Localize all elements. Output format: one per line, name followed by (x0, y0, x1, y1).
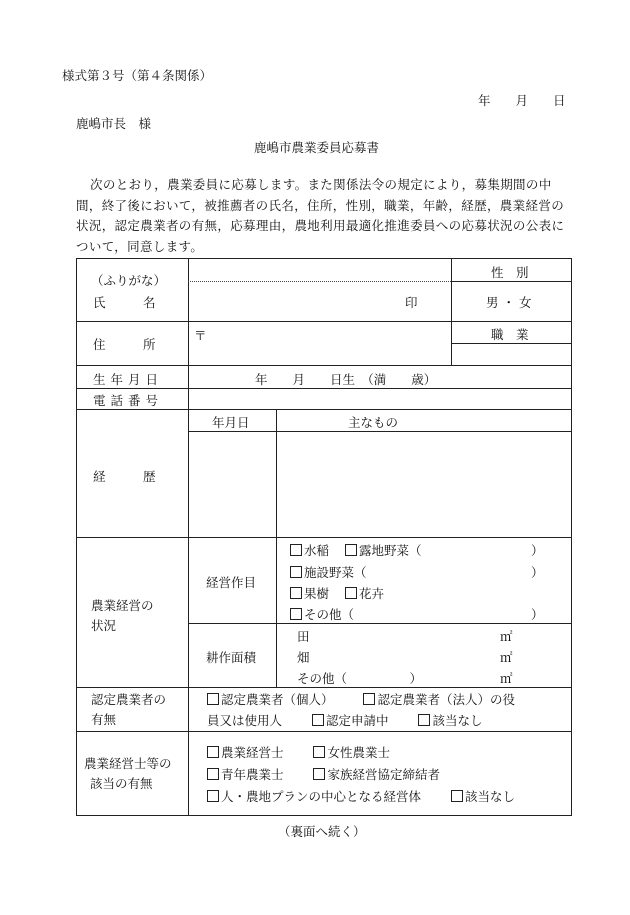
certified-corporate-cont: 員又は使用人 (207, 713, 283, 728)
date-line: 年 月 日 (478, 93, 566, 108)
checkbox-outdoor-veg[interactable] (345, 544, 357, 556)
checkbox-certified-pending[interactable] (312, 714, 324, 726)
certified-label-line2: 有無 (91, 712, 117, 727)
career-col-date: 年月日 (212, 415, 250, 430)
certified-individual: 認定農業者（個人） (221, 692, 334, 707)
checkbox-certified-individual[interactable] (207, 693, 219, 705)
checkbox-fruit[interactable] (290, 587, 302, 599)
continued-note: （裏面へ続く） (278, 824, 366, 839)
advisor-none: 該当なし (464, 789, 515, 804)
gender-label: 性 別 (491, 265, 529, 280)
career-row-bottom (76, 537, 572, 538)
crop-other: その他（ (304, 607, 355, 622)
crop-row-3 (290, 584, 384, 602)
certified-row-1 (207, 690, 515, 708)
checkbox-certified-none[interactable] (418, 714, 430, 726)
certified-label-line1: 認定農業者の (91, 692, 167, 707)
certified-row-2 (207, 711, 482, 729)
checkbox-crop-other[interactable] (290, 608, 302, 620)
crop-label: 経営作目 (206, 575, 257, 590)
advisor-row-1 (207, 743, 390, 761)
phone-label: 電話番号 (93, 393, 164, 408)
postal-mark: 〒 (194, 328, 207, 343)
advisor-family-agreement: 家族経営協定締結者 (327, 767, 440, 782)
table-border-bottom (76, 815, 572, 816)
checkbox-female-farmer[interactable] (313, 746, 325, 758)
address-row-bottom (76, 365, 572, 366)
advisor-row-2 (207, 765, 440, 783)
checkbox-greenhouse-veg[interactable] (290, 566, 302, 578)
checkbox-flowers[interactable] (345, 587, 357, 599)
crop-fruit: 果樹 (304, 586, 330, 601)
farm-status-label-line2: 状況 (91, 618, 117, 633)
crop-row-2-close: ） (531, 565, 544, 580)
address-label: 住 所 (93, 337, 156, 352)
area-other-unit: ㎡ (500, 671, 513, 686)
certified-label (91, 690, 166, 730)
table-border-top (76, 258, 572, 259)
farm-sub-divider (276, 537, 277, 687)
crop-row-1 (290, 541, 422, 559)
advisor-young-farmer: 青年農業士 (221, 767, 284, 782)
advisor-row-3 (207, 787, 515, 805)
seal-mark: 印 (405, 295, 418, 310)
intro-paragraph (76, 175, 576, 257)
area-paddy-unit: ㎡ (500, 629, 513, 644)
farm-row-bottom (76, 687, 572, 688)
crop-greenhouse-veg: 施設野菜（ (304, 565, 367, 580)
form-number: 様式第３号（第４条関係） (62, 68, 213, 83)
gender-column-divider (451, 258, 452, 365)
farm-status-label (91, 596, 154, 636)
area-label: 耕作面積 (206, 650, 257, 665)
name-label: 氏 名 (93, 295, 156, 310)
crop-flowers: 花卉 (358, 586, 384, 601)
checkbox-certified-corporate[interactable] (363, 693, 375, 705)
intro-text: 次のとおり，農業委員に応募します。また関係法令の規定により，募集期間の中間，終了後において，被推薦者の氏名，住所，性別，職業，年齢，経歴，農業経営の状況，認定農業者の有無，応募理由，農地利用最適化推進委員への応募状況の公表について，同意します。 (76, 177, 565, 254)
checkbox-rice[interactable] (290, 544, 302, 556)
advisor-label-line2: 該当の有無 (90, 776, 153, 791)
birthdate-row-bottom (76, 388, 572, 389)
furigana-label: （ふりがな） (91, 273, 167, 288)
crop-outdoor-veg: 露地野菜（ (358, 543, 422, 558)
career-header-line (188, 431, 572, 432)
area-field-unit: ㎡ (500, 650, 513, 665)
crop-row-bottom (188, 623, 572, 624)
area-other: その他（ ） (297, 671, 423, 686)
advisor-farm-manager: 農業経営士 (221, 745, 284, 760)
advisor-core-entity: 人・農地プランの中心となる経営体 (221, 789, 422, 804)
checkbox-core-entity[interactable] (207, 790, 219, 802)
career-label: 経 歴 (93, 469, 156, 484)
certified-none: 該当なし (432, 713, 483, 728)
crop-row-2 (290, 563, 367, 581)
certified-row-bottom (76, 731, 572, 732)
birthdate-label: 生年月日 (93, 372, 164, 387)
name-row-bottom (76, 321, 572, 322)
crop-row-4-close: ） (531, 607, 544, 622)
addressee: 鹿嶋市長 様 (76, 116, 152, 131)
checkbox-young-farmer[interactable] (207, 768, 219, 780)
checkbox-advisor-none[interactable] (451, 790, 463, 802)
occupation-label: 職 業 (491, 327, 529, 342)
document-title: 鹿嶋市農業委員応募書 (254, 140, 380, 155)
advisor-female-farmer: 女性農業士 (327, 745, 390, 760)
phone-row-bottom (76, 409, 572, 410)
crop-row-1-close: ） (531, 543, 544, 558)
gender-header-line (451, 281, 571, 282)
career-date-divider (276, 409, 277, 537)
certified-corporate: 認定農業者（法人）の役 (377, 692, 515, 707)
farm-status-label-line1: 農業経営の (91, 598, 154, 613)
occupation-header-line (451, 343, 571, 344)
crop-row-4 (290, 605, 354, 623)
gender-options: 男 ・ 女 (486, 295, 532, 310)
checkbox-farm-manager[interactable] (207, 746, 219, 758)
certified-pending: 認定申請中 (325, 713, 389, 728)
crop-rice: 水稲 (304, 543, 330, 558)
advisor-label-line1: 農業経営士等の (84, 756, 172, 771)
area-paddy: 田 (297, 629, 310, 644)
career-col-main: 主なもの (348, 415, 399, 430)
advisor-label (84, 754, 172, 794)
furigana-divider (188, 281, 451, 282)
birthdate-value: 年 月 日生 （満 歳） (255, 372, 437, 387)
area-field: 畑 (297, 650, 310, 665)
checkbox-family-agreement[interactable] (313, 768, 325, 780)
